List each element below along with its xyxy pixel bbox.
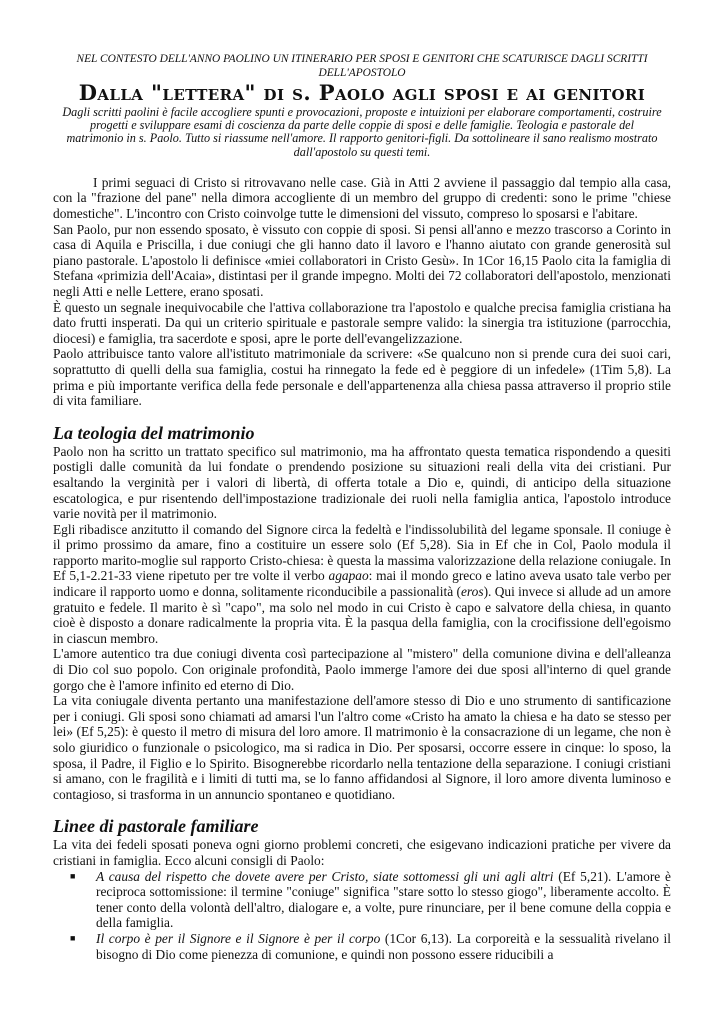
- text-run: ). Qui invece si allude ad un amore gratuito e fedele. Il marito è sì "capo", ma solo nel modo in cui Cristo è capo e salvatore della chiesa, in quanto cioè è disposto a donare radicalmente la propria vita. È la pasqua della famiglia, con la crocifissione dell'egoismo in ciascun membro.: [53, 584, 672, 646]
- paragraph: La vita coniugale diventa pertanto una manifestazione dell'amore stesso di Dio e uno strumento di santificazione per i coniugi. Gli sposi sono chiamati ad amarsi l'un l'altro come «Cristo ha amato la chiesa e ha dato se stesso per lei» (Ef 5,25): è questo il metro di misura del loro amore. Il matrimonio è la consacrazione di un legame, che non è solo giuridico o funzionale o psicologico, ma si radica in Dio. Per sposarsi, occorre essere in cinque: lo sposo, la sposa, il Padre, il Figlio e lo Spirito. Bisognerebbe ricordarlo nella tentazione della separazione. I coniugi cristiani si amano, con le fragilità e i limiti di tutti ma, se lo fanno affidandosi al Signore, il loro amore diventa luminoso e contagioso, si trasforma in un annuncio spontaneo e quotidiano.: [53, 693, 671, 802]
- paragraph: San Paolo, pur non essendo sposato, è vissuto con coppie di sposi. Si pensi all'anno e mezzo trascorso a Corinto in casa di Aquila e Priscilla, i due coniugi che gli hanno dato il lavoro e l'hanno aiutato con grande generosità sul piano pastorale. L'apostolo li definisce «miei collaboratori in Cristo Gesù». In 1Cor 16,15 Paolo cita la famiglia di Stefana «primizia dell'Acaia», distintasi per il grande impegno. Molti dei 72 collaboratori dell'apostolo, menzionati negli Atti e nelle Lettere, erano sposati.: [53, 221, 671, 299]
- list-item-text: (1Cor 6,13). La corporeità e la sessualità rivelano il bisogno di Dio come pienezza di comunione, e quindi non possono essere riducibili a: [96, 930, 671, 962]
- advice-list: [53, 869, 671, 963]
- scripture-quote: Il corpo è per il Signore e il Signore è per il corpo: [96, 930, 381, 946]
- list-item: [70, 868, 671, 931]
- section-heading-pastorale: Linee di pastorale familiare: [53, 816, 259, 837]
- list-item: [70, 930, 671, 962]
- paragraph: L'amore autentico tra due coniugi diventa così partecipazione al "mistero" della comunione divina e dell'alleanza di Dio col suo popolo. Con originale profondità, Paolo immerge l'amore dei due sposi all'interno di quel grande gorgo che è l'amore infinito ed eterno di Dio.: [53, 646, 671, 693]
- abstract: Dagli scritti paolini è facile accogliere spunti e provocazioni, proposte e intuizioni per elaborare comportamenti, costruire progetti e sviluppare esami di coscienza da parte delle coppie di sposi e delle famiglie. Teologia e pastorale del matrimonio in s. Paolo. Tutto si riassume nell'amore. Il rapporto genitori-figli. Da sottolineare il sano realismo mostrato dall'apostolo su questi temi.: [62, 105, 662, 159]
- greek-term: eros: [460, 584, 484, 600]
- paragraph: [53, 522, 671, 647]
- paragraph: È questo un segnale inequivocabile che l'attiva collaborazione tra l'apostolo e qualche precisa famiglia cristiana ha dato frutti insperati. Da qui un criterio spirituale e pastorale sempre valido: la sinergia tra istituzione (parrocchia, diocesi) e famiglia, tra sacerdote e sposi, apre le porte dell'evangelizzazione.: [53, 299, 671, 346]
- text-run: Egli ribadisce anzitutto il comando del Signore circa la fedeltà e l'indissolubilità del legame sponsale. Il coniuge è il primo prossimo da amare, fino a costituire un essere solo (Ef 5,28). Sia in Ef che in Col, Paolo modula il rapporto marito-moglie sul rapporto Cristo-chiesa: è questa la massima valorizzazione della relazione coniugale. In Ef 5,1-2.21-33 viene ripetuto per tre volte il verbo: [53, 521, 671, 584]
- paragraph: I primi seguaci di Cristo si ritrovavano nelle case. Già in Atti 2 avviene il passaggio dal tempio alla casa, con la "frazione del pane" nella dimora accogliente di un membro del gruppo di credenti: sono le prime "chiese domestiche". L'incontro con Cristo coinvolge tutte le dimensioni del vissuto, compreso lo sposarsi e l'abitare.: [53, 174, 671, 221]
- paragraph: La vita dei fedeli sposati poneva ogni giorno problemi concreti, che esigevano indicazioni pratiche per vivere da cristiani in famiglia. Ecco alcuni consigli di Paolo:: [53, 837, 671, 868]
- square-bullet-icon: ■: [70, 932, 76, 943]
- square-bullet-icon: ■: [70, 870, 76, 881]
- paragraph: Paolo attribuisce tanto valore all'istituto matrimoniale da scrivere: «Se qualcuno non si prende cura dei suoi cari, soprattutto di quelli della sua famiglia, costui ha rinnegato la fede ed è peggiore di un infedele» (1Tim 5,8). La prima e più importante verifica della fede personale e dell'appartenenza alla chiesa passa attraverso il proprio stile di vita familiare.: [53, 346, 671, 409]
- text-run: : mai il mondo greco e latino aveva usato tale verbo per indicare il rapporto uomo e donna, solitamente riconducibile a passionalità (: [53, 568, 671, 600]
- greek-term: agapao: [328, 568, 369, 584]
- page-title: Dalla "lettera" di s. Paolo agli sposi e ai genitori: [78, 80, 646, 105]
- article-body: [53, 175, 671, 962]
- kicker-line: NEL CONTESTO DELL'ANNO PAOLINO UN ITINERARIO PER SPOSI E GENITORI CHE SCATURISCE DAGLI SCRITTI DELL'APOSTOLO: [76, 53, 648, 79]
- section-heading-teologia: La teologia del matrimonio: [53, 422, 255, 443]
- document-page: [53, 53, 671, 962]
- scripture-quote: A causa del rispetto che dovete avere per Cristo, siate sottomessi gli uni agli altri: [96, 868, 554, 884]
- list-item-text: (Ef 5,21). L'amore è reciproca sottomissione: il termine "coniuge" significa "stare sotto lo stesso giogo", liberamente accolto. È tener conto della volontà dell'altro, dialogare e, a volte, pure rinunciare, per il bene comune della coppia e della famiglia.: [96, 868, 671, 931]
- paragraph: Paolo non ha scritto un trattato specifico sul matrimonio, ma ha affrontato questa tematica rispondendo a quesiti postigli dalle comunità da lui fondate o prendendo posizione su situazioni reali della vita dei cristiani. Pur esaltando la verginità per i valori di libertà, di offerta totale a Dio e, quindi, di anticipo della situazione escatologica, e pur risentendo dell'impostazione tradizionale dei ruoli nella famiglia antica, l'apostolo introduce varie novità per il matrimonio.: [53, 443, 671, 522]
